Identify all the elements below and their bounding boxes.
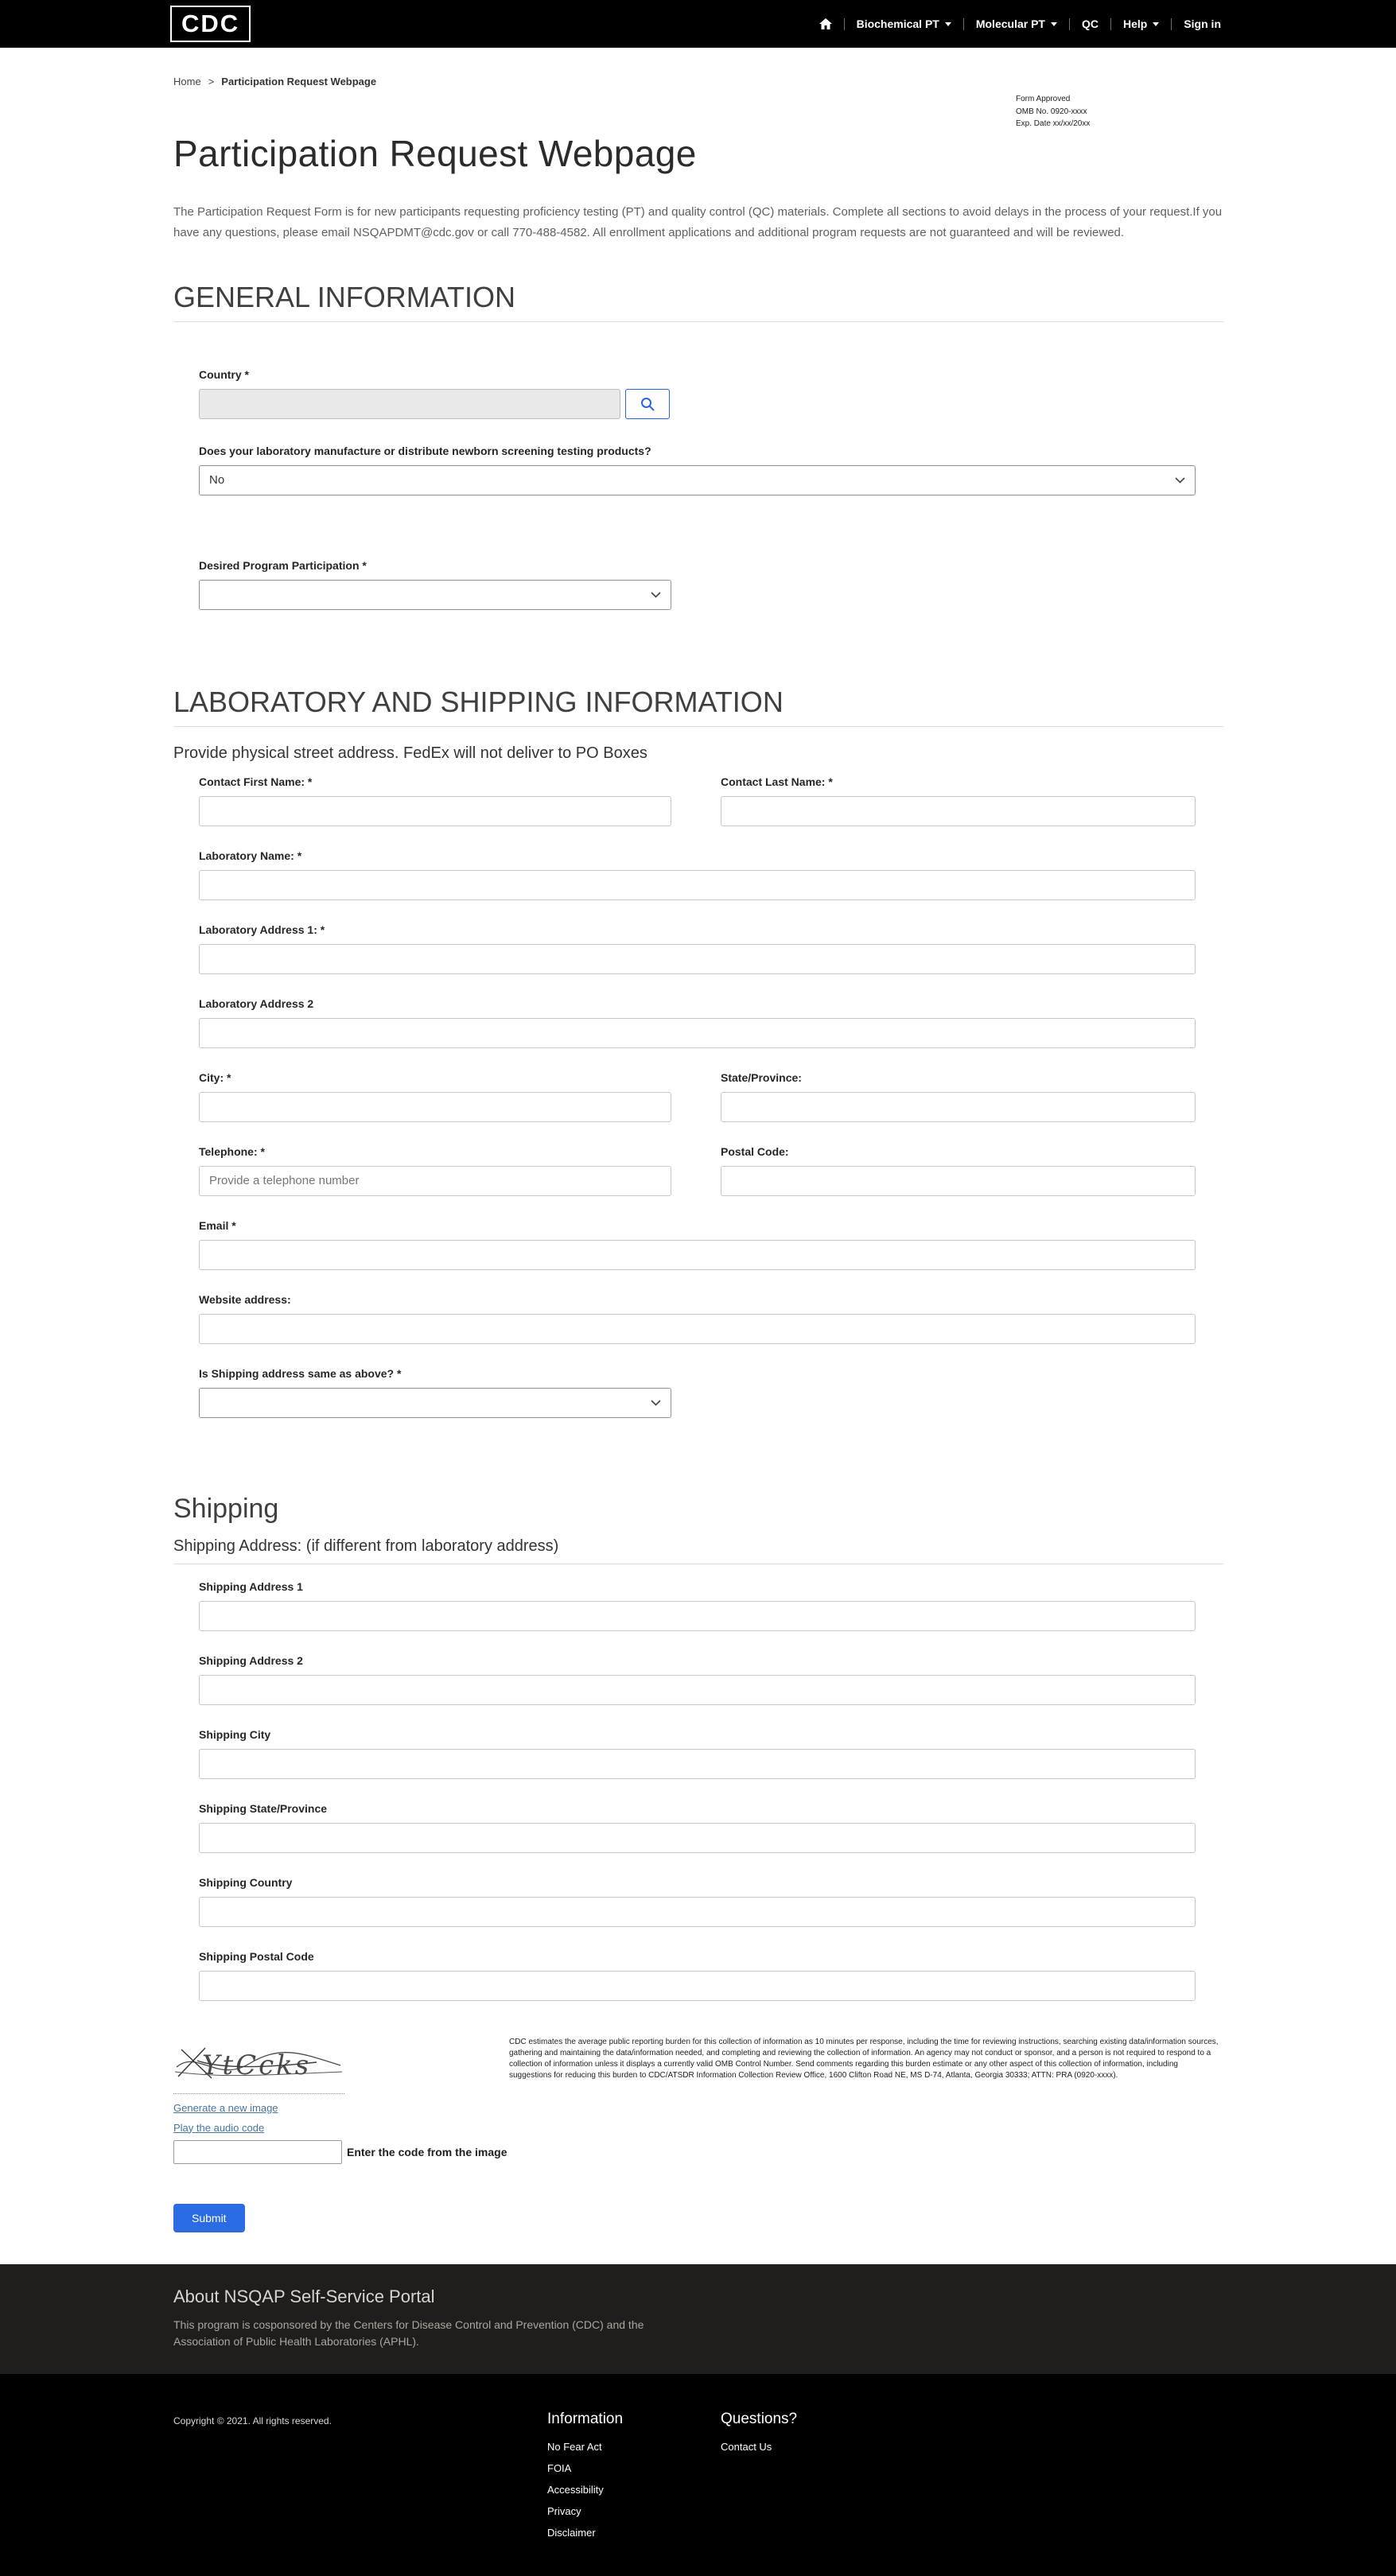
- nav-sign-in[interactable]: [1172, 17, 1221, 30]
- program-participation-label: Desired Program Participation *: [199, 558, 367, 572]
- laboratory-form: [199, 775, 1196, 1418]
- country-label: Country *: [199, 367, 249, 381]
- shipping-address2-label: Shipping Address 2: [199, 1653, 303, 1667]
- lab-address1-field-group: [199, 923, 1196, 974]
- omb-line-2: OMB No. 0920-xxxx: [1016, 107, 1087, 116]
- breadcrumb-home-link[interactable]: Home: [173, 76, 201, 87]
- shipping-subheading: Shipping Address: (if different from laboratory address): [173, 1537, 1223, 1564]
- last-name-input[interactable]: [721, 796, 1196, 826]
- postal-code-label: Postal Code:: [721, 1144, 789, 1158]
- program-participation-select[interactable]: [199, 580, 671, 610]
- footer-link-no-fear-act[interactable]: No Fear Act: [547, 2440, 602, 2453]
- lab-address2-label: Laboratory Address 2: [199, 997, 314, 1010]
- nav-biochemical-pt-label: Biochemical PT: [856, 17, 939, 30]
- footer-link-accessibility[interactable]: Accessibility: [547, 2483, 604, 2496]
- program-participation-field-group: [199, 559, 1196, 610]
- website-field-group: [199, 1293, 1196, 1344]
- telephone-input[interactable]: [199, 1166, 671, 1196]
- shipping-city-field-group: [199, 1728, 1196, 1779]
- first-name-label: Contact First Name: *: [199, 775, 313, 788]
- footer-information-heading: Information: [547, 2410, 624, 2427]
- play-audio-code-link[interactable]: Play the audio code: [173, 2121, 265, 2134]
- shipping-city-input[interactable]: [199, 1749, 1196, 1779]
- captcha-enter-code-label: Enter the code from the image: [347, 2145, 507, 2158]
- lab-name-input[interactable]: [199, 870, 1196, 900]
- footer-questions-column: [721, 2411, 797, 2576]
- page-title: Participation Request Webpage: [173, 133, 697, 174]
- nav-molecular-pt[interactable]: [964, 17, 1069, 30]
- caret-down-icon: [945, 22, 951, 26]
- shipping-postal-field-group: [199, 1950, 1196, 2001]
- city-input[interactable]: [199, 1092, 671, 1122]
- burden-statement: CDC estimates the average public reporting burden for this collection of information as 10 minutes per response, including the time for reviewing instructions, searching existing data/information sources, gathering and maintaining the data/information needed, and completing and reviewing the collection of information. An agency may not conduct or sponsor, and a person is not required to respond to a collection of information unless it displays a currently valid OMB Control Number. Send comments regarding this burden estimate or any other aspect of this collection of information, including suggestions for reducing this burden to CDC/ATSDR Information Collection Review Office, 1600 Clifton Road NE, MS D-74, Atlanta, Georgia 30333; ATTN: PRA (0920-xxxx).: [509, 2037, 1219, 2080]
- shipping-same-field-group: [199, 1367, 1196, 1418]
- lab-name-field-group: [199, 849, 1196, 900]
- chevron-down-icon: [651, 1400, 661, 1406]
- intro-text: The Participation Request Form is for new participants requesting proficiency testing (PT) and quality control (QC) materials. Complete all sections to avoid delays in the process of your request.If you have any questions, please email NSQAPDMT@cdc.gov or call 770-488-4582. All enrollment applications and additional program requests are not guaranteed and will be reviewed.: [173, 205, 1223, 240]
- generate-new-image-link[interactable]: Generate a new image: [173, 2101, 278, 2114]
- state-input[interactable]: [721, 1092, 1196, 1122]
- footer-link-contact-us[interactable]: Contact Us: [721, 2440, 772, 2453]
- shipping-heading: Shipping: [173, 1493, 279, 1524]
- shipping-state-field-group: [199, 1802, 1196, 1853]
- country-field-group: [199, 368, 1196, 419]
- laboratory-subheading: Provide physical street address. FedEx will not deliver to PO Boxes: [173, 744, 647, 762]
- shipping-address2-input[interactable]: [199, 1675, 1196, 1705]
- manufacture-label: Does your laboratory manufacture or distribute newborn screening testing products?: [199, 444, 651, 457]
- home-icon: [819, 18, 832, 29]
- lab-address1-input[interactable]: [199, 944, 1196, 974]
- first-name-field-group: [199, 775, 671, 826]
- telephone-field-group: [199, 1145, 671, 1196]
- shipping-country-input[interactable]: [199, 1897, 1196, 1927]
- breadcrumb-separator: >: [208, 76, 215, 87]
- captcha-code-input[interactable]: [173, 2140, 342, 2164]
- general-information-heading: GENERAL INFORMATION: [173, 281, 1223, 322]
- captcha-section: [173, 2037, 1223, 2164]
- footer-link-privacy[interactable]: Privacy: [547, 2504, 581, 2517]
- general-information-form: [199, 368, 1196, 610]
- nav-home[interactable]: [807, 18, 844, 29]
- shipping-city-label: Shipping City: [199, 1727, 271, 1741]
- manufacture-select[interactable]: [199, 465, 1196, 495]
- omb-line-1: Form Approved: [1016, 95, 1071, 103]
- country-input[interactable]: [199, 389, 620, 419]
- footer-link-foia[interactable]: FOIA: [547, 2461, 572, 2474]
- breadcrumb-current-page: Participation Request Webpage: [221, 76, 377, 87]
- top-navigation-bar: [0, 0, 1396, 48]
- shipping-postal-input[interactable]: [199, 1971, 1196, 2001]
- website-label: Website address:: [199, 1292, 291, 1306]
- manufacture-field-group: [199, 445, 1196, 495]
- footer-information-column: [547, 2411, 721, 2576]
- shipping-state-label: Shipping State/Province: [199, 1801, 328, 1815]
- email-input[interactable]: [199, 1240, 1196, 1270]
- chevron-down-icon: [651, 592, 661, 598]
- omb-approval-block: [1016, 93, 1090, 130]
- nav-qc[interactable]: [1070, 17, 1110, 30]
- captcha-image: [173, 2037, 344, 2094]
- city-label: City: *: [199, 1070, 231, 1084]
- site-footer: [0, 2374, 1396, 2576]
- main-content: [173, 48, 1223, 2264]
- breadcrumb: [173, 48, 1223, 87]
- email-field-group: [199, 1219, 1196, 1270]
- nav-qc-label: QC: [1081, 17, 1099, 30]
- cdc-logo[interactable]: CDC: [170, 6, 251, 43]
- nav-sign-in-label: Sign in: [1184, 17, 1221, 30]
- lab-address1-label: Laboratory Address 1: *: [199, 923, 325, 936]
- last-name-field-group: [721, 775, 1196, 826]
- shipping-country-field-group: [199, 1876, 1196, 1927]
- nav-help[interactable]: [1111, 17, 1171, 30]
- shipping-same-label: Is Shipping address same as above? *: [199, 1366, 402, 1380]
- lab-name-label: Laboratory Name: *: [199, 849, 302, 862]
- search-icon: [640, 396, 655, 412]
- city-field-group: [199, 1071, 671, 1122]
- shipping-state-input[interactable]: [199, 1823, 1196, 1853]
- shipping-country-label: Shipping Country: [199, 1875, 293, 1889]
- state-label: State/Province:: [721, 1070, 802, 1084]
- last-name-label: Contact Last Name: *: [721, 775, 833, 788]
- shipping-form: [199, 1580, 1196, 2001]
- chevron-down-icon: [1175, 477, 1185, 484]
- postal-code-field-group: [721, 1145, 1196, 1196]
- email-label: Email *: [199, 1218, 236, 1232]
- manufacture-select-value: No: [209, 473, 225, 487]
- shipping-same-select[interactable]: [199, 1388, 671, 1418]
- nav-molecular-pt-label: Molecular PT: [975, 17, 1045, 30]
- caret-down-icon: [1051, 22, 1057, 26]
- about-portal-section: [0, 2264, 1396, 2374]
- lab-address2-field-group: [199, 997, 1196, 1048]
- first-name-input[interactable]: [199, 796, 671, 826]
- laboratory-shipping-heading: LABORATORY AND SHIPPING INFORMATION: [173, 686, 1223, 727]
- shipping-address1-field-group: [199, 1580, 1196, 1631]
- main-nav: [807, 17, 1221, 30]
- website-input[interactable]: [199, 1314, 1196, 1344]
- country-search-button[interactable]: [625, 389, 670, 419]
- nav-help-label: Help: [1122, 17, 1148, 30]
- about-portal-heading: About NSQAP Self-Service Portal: [173, 2286, 435, 2306]
- shipping-address1-input[interactable]: [199, 1601, 1196, 1631]
- shipping-address1-label: Shipping Address 1: [199, 1579, 303, 1593]
- omb-line-3: Exp. Date xx/xx/20xx: [1016, 119, 1091, 128]
- caret-down-icon: [1153, 22, 1159, 26]
- footer-link-disclaimer[interactable]: Disclaimer: [547, 2526, 596, 2539]
- shipping-postal-label: Shipping Postal Code: [199, 1949, 314, 1963]
- telephone-label: Telephone: *: [199, 1144, 265, 1158]
- about-portal-text: This program is cosponsored by the Centers for Disease Control and Prevention (CDC) and the Association of Public Health Laboratories (APHL).: [173, 2318, 644, 2348]
- lab-address2-input[interactable]: [199, 1018, 1196, 1048]
- postal-code-input[interactable]: [721, 1166, 1196, 1196]
- submit-button[interactable]: Submit: [173, 2204, 245, 2232]
- nav-biochemical-pt[interactable]: [845, 17, 963, 30]
- captcha-text: YtCcks: [202, 2049, 312, 2081]
- shipping-address2-field-group: [199, 1654, 1196, 1705]
- state-field-group: [721, 1071, 1196, 1122]
- footer-questions-heading: Questions?: [721, 2410, 798, 2427]
- copyright-text: Copyright © 2021. All rights reserved.: [173, 2415, 332, 2426]
